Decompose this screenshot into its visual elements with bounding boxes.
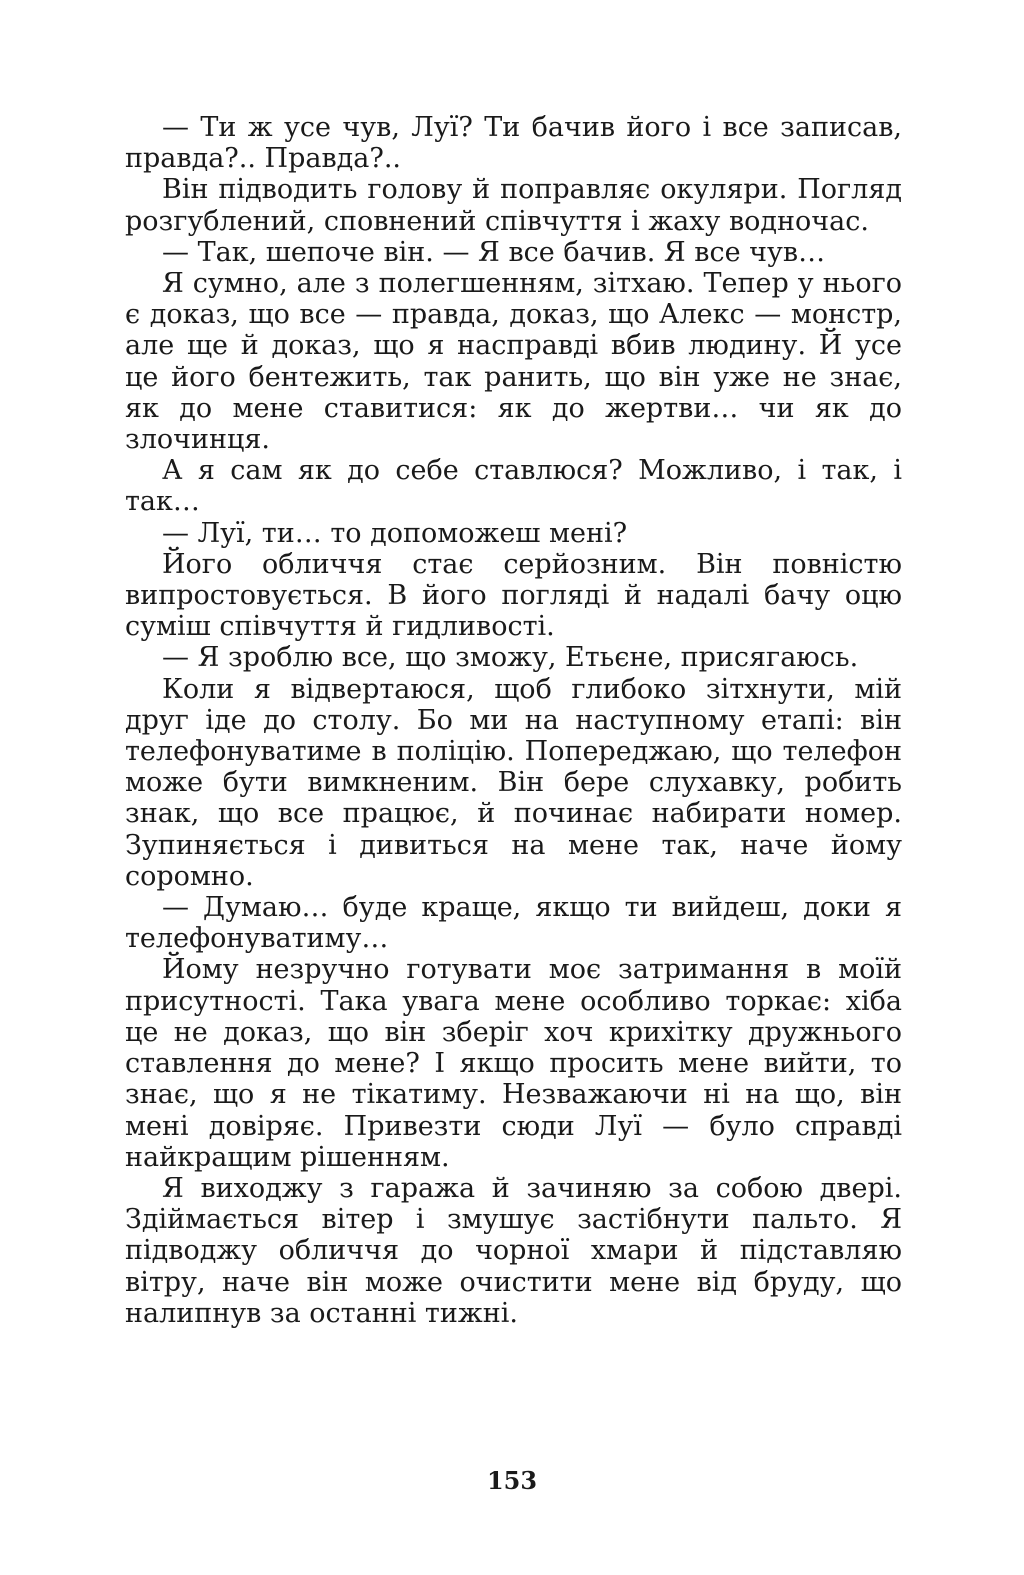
paragraph-3: — Так, шепоче він. — Я все бачив. Я все чув… [162, 236, 826, 268]
paragraph-5: А я сам як до себе ставлюся? Можливо, і так, і так… [125, 455, 902, 518]
paragraph-6: — Луї, ти… то допоможеш мені? [162, 517, 628, 549]
paragraph-2: Він підводить голову й поправляє окуляри. Погляд розгублений, сповнений співчуття і жаху водночас. [125, 174, 902, 237]
page-number: 153 [486, 1466, 538, 1495]
paragraph-4: Я сумно, але з полегшенням, зітхаю. Тепер у нього є доказ, що все — правда, доказ, що Алекс — монстр, але ще й доказ, що я насправді вбив людину. Й усе це його бентежить, так ранить, що він уже не знає, як до мене ставитися: як до жертви… чи як до злочинця. [125, 268, 902, 456]
paragraph-7: Його обличчя стає серйозним. Він повністю випростовується. В його погляді й надалі бачу оцю суміш співчуття й гидливості. [125, 548, 902, 643]
paragraph-12: Я виходжу з гаража й зачиняю за собою двері. Здіймається вітер і змушує застібнути пальто. Я підводжу обличчя до чорної хмари й підставляю вітру, наче він може очистити мене від бруду, що налипнув за останні тижні. [125, 1172, 902, 1329]
paragraph-8: — Я зроблю все, що зможу, Етьєне, присягаюсь. [162, 642, 859, 674]
paragraph-11: Йому незручно готувати моє затримання в моїй присутності. Така увага мене особливо торкає: хіба це не доказ, що він зберіг хоч крихітку дружнього ставлення до мене? І якщо просить мене вийти, то знає, що я не тікатиму. Незважаючи ні на що, він мені довіряє. Привезти сюди Луї — було справді найкращим рішенням. [125, 954, 902, 1173]
paragraph-10: — Думаю… буде краще, якщо ти вийдеш, доки я телефонуватиму… [125, 892, 902, 955]
paragraph-1: — Ти ж усе чув, Луї? Ти бачив його і все записав, правда?.. Правда?.. [125, 112, 902, 175]
paragraph-9: Коли я відвертаюся, щоб глибоко зітхнути, мій друг іде до столу. Бо ми на наступному етапі: він телефонуватиме в поліцію. Попереджаю, що телефон може бути вимкненим. Він бере слухавку, робить знак, що все працює, й починає набирати номер. Зупиняється і дивиться на мене так, наче йому соромно. [125, 673, 902, 892]
page-body [125, 112, 902, 1329]
